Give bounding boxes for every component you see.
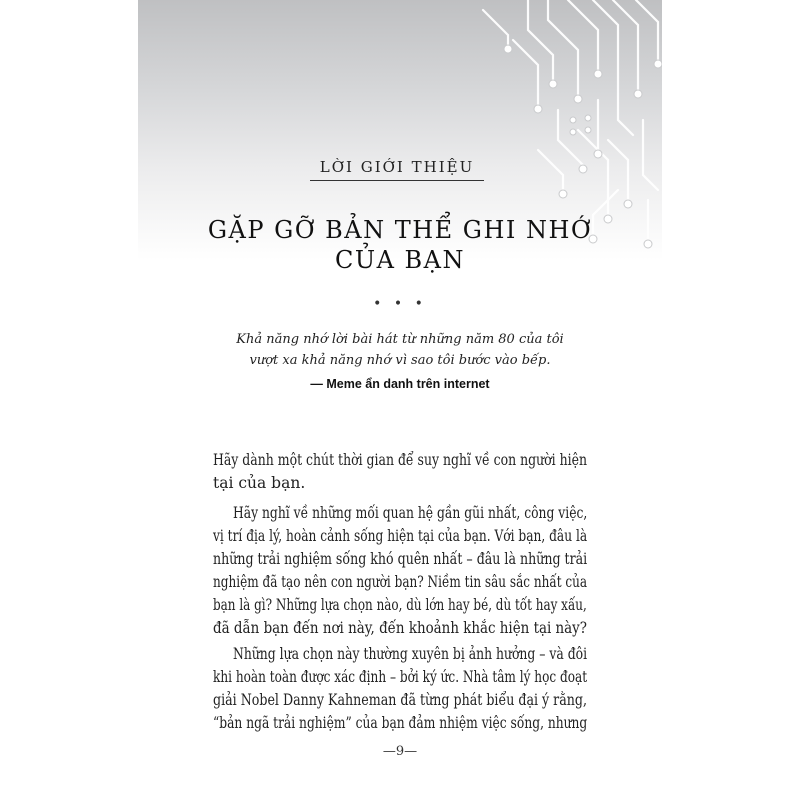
epigraph-line-2: vượt xa khả năng nhớ vì sao tôi bước vào bếp. bbox=[249, 353, 551, 368]
body-text-line: vị trí địa lý, hoàn cảnh sống hiện tại của bạn. Với bạn, đâu là bbox=[213, 527, 588, 545]
book-page bbox=[138, 0, 662, 800]
body-text-line: đã dẫn bạn đến nơi này, đến khoảnh khắc hiện tại này? bbox=[213, 619, 587, 637]
body-text-line: nghiệm đã tạo nên con người bạn? Niềm tin sâu sắc nhất của bbox=[213, 573, 588, 591]
body-text-line: “bản ngã trải nghiệm” của bạn đảm nhiệm việc sống, nhưng bbox=[213, 714, 588, 732]
body-text-line: khi hoàn toàn được xác định – bởi ký ức. Nhà tâm lý học đoạt bbox=[213, 668, 588, 686]
body-text-line: những trải nghiệm sống khó quên nhất – đâu là những trải bbox=[213, 550, 588, 568]
body-text-line: Hãy dành một chút thời gian để suy nghĩ về con người hiện bbox=[213, 451, 588, 469]
epigraph-line-1: Khả năng nhớ lời bài hát từ những năm 80 của tôi bbox=[236, 332, 564, 347]
chapter-title-line-1: GẶP GỠ BẢN THỂ GHI NHỚ bbox=[207, 216, 593, 244]
chapter-label-underline bbox=[310, 180, 484, 181]
epigraph-attribution: — Meme ẩn danh trên internet bbox=[310, 377, 490, 391]
body-text-line: giải Nobel Danny Kahneman đã từng phát biểu đại ý rằng, bbox=[213, 691, 587, 709]
body-text-line: Những lựa chọn này thường xuyên bị ảnh hưởng – và đôi bbox=[233, 645, 588, 663]
body-text-line: bạn là gì? Những lựa chọn nào, dù lớn hay bé, dù tốt hay xấu, bbox=[213, 596, 587, 614]
body-text-line: tại của bạn. bbox=[213, 474, 306, 492]
chapter-title-line-2: CỦA BẠN bbox=[334, 246, 466, 274]
page-number: —9— bbox=[382, 744, 418, 759]
chapter-label: LỜI GIỚI THIỆU bbox=[319, 158, 475, 176]
ornament-dots: • • • bbox=[373, 296, 427, 312]
body-text-line: Hãy nghĩ về những mối quan hệ gần gũi nhất, công việc, bbox=[233, 504, 588, 522]
